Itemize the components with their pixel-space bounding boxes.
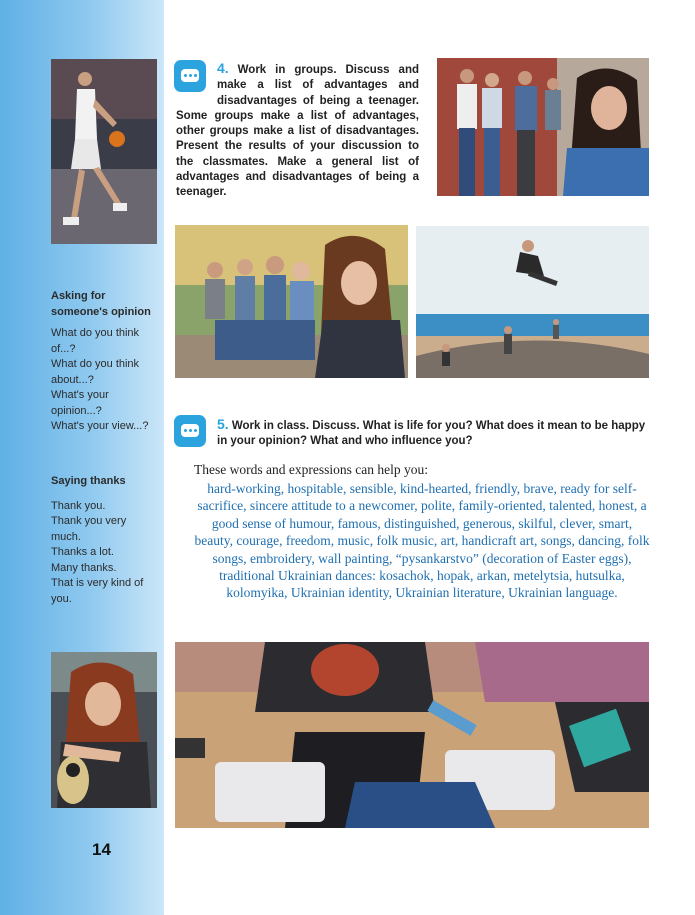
task4-instructions: [176, 61, 419, 201]
speech-bubble-icon: [174, 415, 206, 447]
task5-text: Work in class. Discuss. What is life for you? What does it mean to be happy in your opinion? What and who influence you?: [217, 420, 646, 448]
help-label: These words and expressions can help you:: [194, 462, 428, 477]
vocabulary-list: hard-working, hospitable, sensible, kind-hearted, friendly, brave, ready for self-sacrifice, sincere attitude to a newcomer, polite, family-oriented, talented, honest, a good sense of humour, famous, distinguished, generous, skilful, clever, smart, beauty, courage, freedom, music, folk music, art, handicraft art, songs, dancing, folk songs, embroidery, wall painting, “pysankarstvo” (decoration of Easter eggs), traditional Ukrainian dances: kosachok, hopak, arkan, metelytsia, hutsulka, kolomyika, Ukrainian identity, Ukrainian literature, Ukrainian language.: [194, 481, 650, 601]
thanks-line: Thank you very: [51, 515, 127, 527]
opinion-line: about...?: [51, 373, 94, 386]
task4-text: Work in groups. Discuss and make a list of advantages and disadvantages of being a teenager. Some groups make a list of advantages, other groups make a list of disadvantages. Present the results of your discussion to the classmates. Make a general list of advantages and disadvantages of being a teenager.: [176, 64, 419, 199]
basketball-photo: [51, 59, 157, 244]
opinion-line: of...?: [51, 342, 76, 355]
opinion-line: What's your view...?: [51, 420, 149, 432]
opinion-heading-2: someone's opinion: [51, 305, 151, 318]
thanks-phrases: [51, 474, 143, 607]
thanks-line: much.: [51, 530, 81, 543]
opinion-line: What do you think: [51, 327, 140, 339]
skatepark-photo: [416, 226, 649, 378]
opinion-heading-1: Asking for: [51, 290, 106, 302]
opinion-line: opinion...?: [51, 404, 102, 417]
friends-group-photo: [175, 225, 408, 378]
thanks-line: Thank you.: [51, 499, 106, 512]
thanks-line: Many thanks.: [51, 561, 117, 574]
thanks-line: Thanks a lot.: [51, 546, 114, 558]
sewing-workshop-photo: [175, 642, 649, 828]
thanks-line: you.: [51, 592, 72, 605]
icon-spacer: [176, 61, 217, 107]
opinion-line: What's your: [51, 389, 109, 401]
thanks-line: That is very kind of: [51, 577, 144, 589]
task4-number: 4.: [217, 60, 229, 76]
thanks-heading: Saying thanks: [51, 475, 126, 487]
task5-instructions: [217, 417, 652, 450]
girl-skateboard-photo: [51, 652, 157, 808]
opinion-line: What do you think: [51, 358, 140, 370]
teenagers-street-photo: [437, 58, 649, 196]
opinion-phrases: [51, 289, 151, 435]
task5-number: 5.: [217, 416, 229, 432]
page-number: 14: [92, 840, 111, 859]
